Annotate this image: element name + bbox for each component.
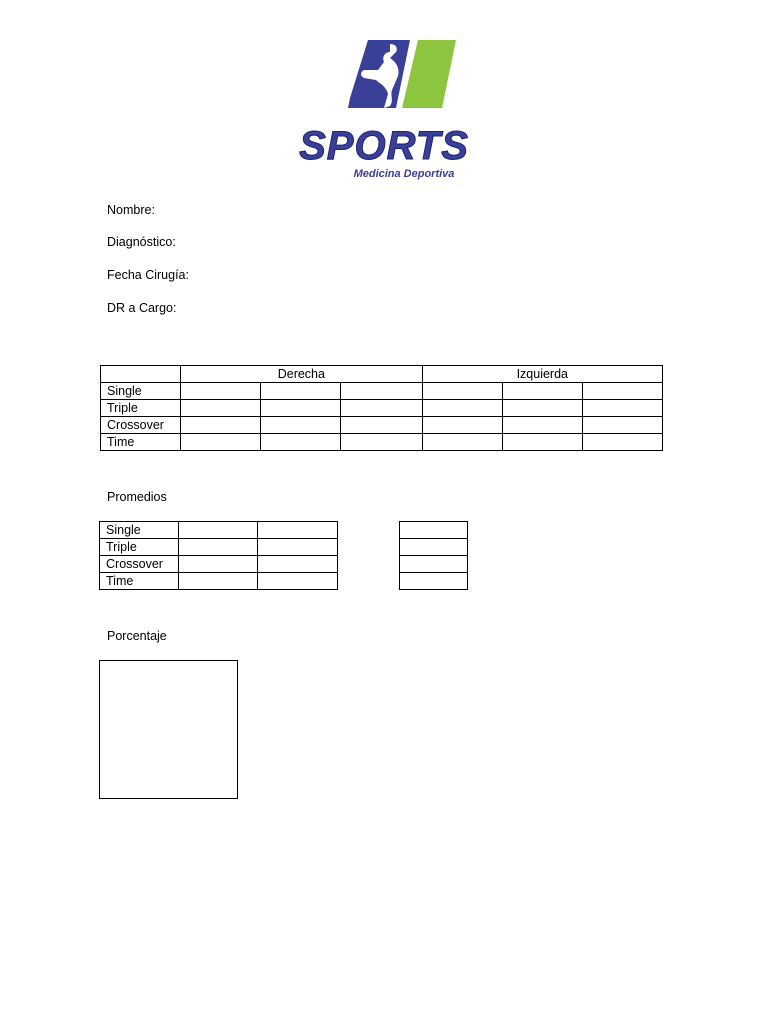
field-dr-a-cargo bbox=[107, 301, 176, 315]
table-cell[interactable] bbox=[258, 522, 338, 539]
table-row bbox=[101, 434, 663, 451]
field-fecha-cirugia bbox=[107, 268, 189, 282]
table-header-row bbox=[101, 366, 663, 383]
table-cell[interactable] bbox=[502, 400, 582, 417]
table-row bbox=[101, 383, 663, 400]
row-label: Single bbox=[100, 522, 179, 539]
table-row bbox=[100, 539, 338, 556]
table-cell[interactable] bbox=[341, 383, 422, 400]
table-cell[interactable] bbox=[422, 417, 502, 434]
field-diagnostico bbox=[107, 235, 176, 249]
logo-wordmark: SPORTS bbox=[299, 124, 469, 168]
table-row bbox=[101, 417, 663, 434]
sports-logo bbox=[292, 36, 476, 182]
table-cell[interactable] bbox=[582, 400, 662, 417]
table-cell[interactable] bbox=[400, 522, 468, 539]
table-cell[interactable] bbox=[258, 573, 338, 590]
table-cell[interactable] bbox=[181, 400, 261, 417]
table-cell[interactable] bbox=[341, 417, 422, 434]
field-label: DR a Cargo: bbox=[107, 301, 177, 315]
table-cell[interactable] bbox=[582, 383, 662, 400]
logo-tagline: Medicina Deportiva bbox=[353, 168, 455, 180]
row-label: Time bbox=[101, 434, 181, 451]
table-cell[interactable] bbox=[400, 573, 468, 590]
row-label: Single bbox=[101, 383, 181, 400]
table-cell[interactable] bbox=[258, 539, 338, 556]
field-label: Nombre: bbox=[107, 203, 155, 217]
table-cell[interactable] bbox=[261, 383, 341, 400]
table-cell[interactable] bbox=[258, 556, 338, 573]
logo-green-block bbox=[402, 40, 456, 108]
table-cell[interactable] bbox=[341, 400, 422, 417]
table-cell[interactable] bbox=[582, 434, 662, 451]
table-row bbox=[100, 573, 338, 590]
header-izquierda: Izquierda bbox=[422, 366, 662, 383]
table-cell[interactable] bbox=[178, 522, 258, 539]
row-label: Triple bbox=[101, 400, 181, 417]
row-label: Triple bbox=[100, 539, 179, 556]
table-cell[interactable] bbox=[261, 400, 341, 417]
row-label: Crossover bbox=[100, 556, 179, 573]
table-cell[interactable] bbox=[261, 417, 341, 434]
table-cell[interactable] bbox=[582, 417, 662, 434]
table-cell[interactable] bbox=[422, 434, 502, 451]
table-cell[interactable] bbox=[502, 383, 582, 400]
table-cell[interactable] bbox=[178, 539, 258, 556]
table-cell[interactable] bbox=[341, 434, 422, 451]
field-label: Fecha Cirugía: bbox=[107, 268, 189, 282]
table-row bbox=[100, 522, 338, 539]
table-cell[interactable] bbox=[178, 556, 258, 573]
table-cell[interactable] bbox=[181, 383, 261, 400]
table-row bbox=[400, 539, 468, 556]
results-table bbox=[100, 365, 663, 451]
table-cell[interactable] bbox=[422, 400, 502, 417]
row-label: Time bbox=[100, 573, 179, 590]
table-cell[interactable] bbox=[422, 383, 502, 400]
table-cell[interactable] bbox=[181, 417, 261, 434]
table-cell[interactable] bbox=[178, 573, 258, 590]
table-row bbox=[400, 522, 468, 539]
table-row bbox=[101, 400, 663, 417]
header-derecha: Derecha bbox=[181, 366, 422, 383]
table-cell[interactable] bbox=[502, 434, 582, 451]
table-row bbox=[400, 556, 468, 573]
averages-table bbox=[99, 521, 338, 590]
row-label: Crossover bbox=[101, 417, 181, 434]
field-nombre bbox=[107, 203, 155, 217]
table-cell[interactable] bbox=[400, 539, 468, 556]
table-row bbox=[400, 573, 468, 590]
table-cell[interactable] bbox=[400, 556, 468, 573]
table-cell[interactable] bbox=[502, 417, 582, 434]
field-label: Diagnóstico: bbox=[107, 235, 176, 249]
averages-result-column bbox=[399, 521, 468, 590]
section-title-promedios: Promedios bbox=[107, 490, 167, 504]
percentage-box[interactable] bbox=[99, 660, 238, 799]
table-cell[interactable] bbox=[181, 434, 261, 451]
table-row bbox=[100, 556, 338, 573]
table-cell[interactable] bbox=[261, 434, 341, 451]
section-title-porcentaje: Porcentaje bbox=[107, 629, 167, 643]
table-corner-cell bbox=[101, 366, 181, 383]
